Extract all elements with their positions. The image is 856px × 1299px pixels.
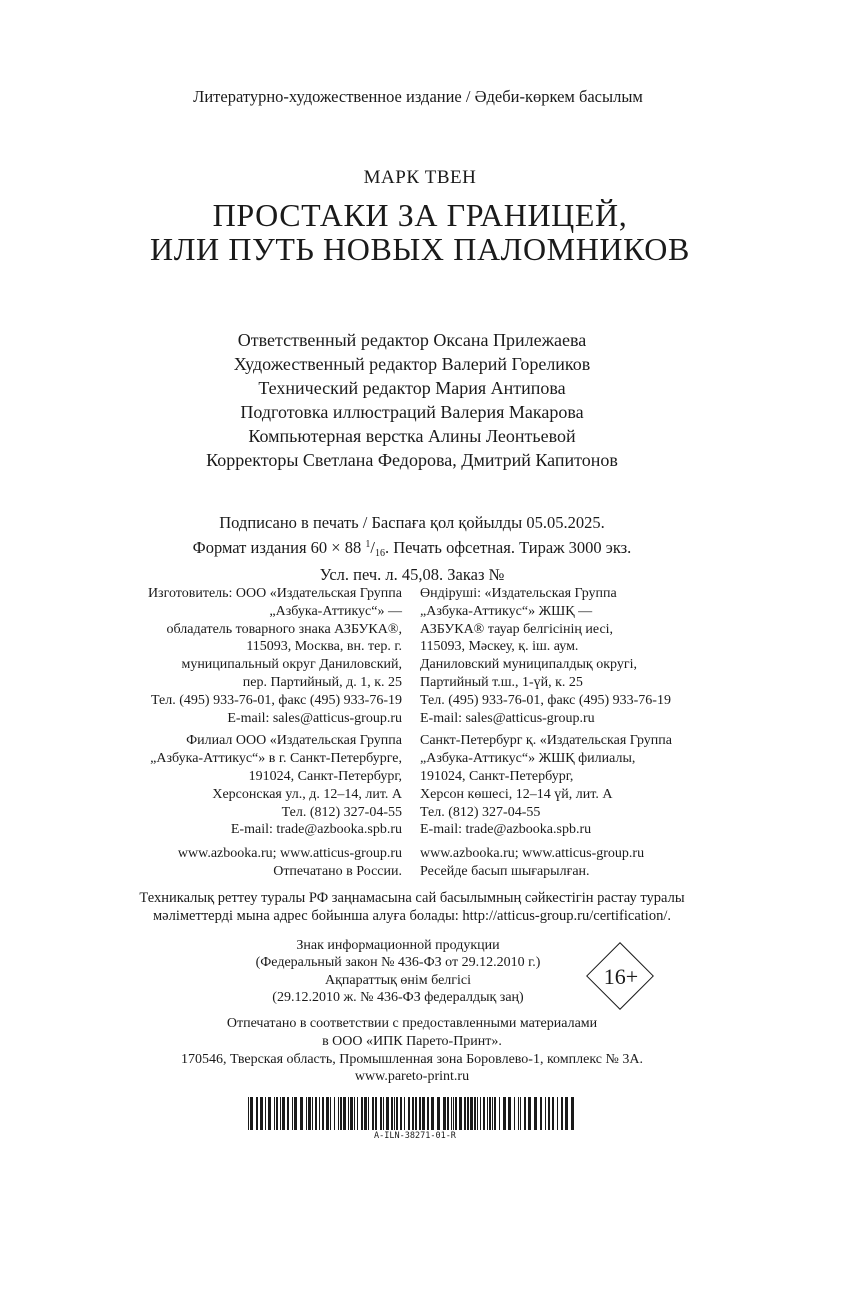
credit-line: Технический редактор Мария Антипова [258,378,566,398]
credit-line: Художественный редактор Валерий Гореликов [233,354,591,374]
barcode-bar [322,1097,324,1130]
info-sign-line: (Федеральный закон № 436-ФЗ от 29.12.2010 г.) [255,955,541,971]
barcode-bar [545,1097,546,1130]
info-sign-line: Знак информационной продукции [296,938,500,953]
barcode-bar [548,1097,550,1130]
web-ru [102,845,402,881]
barcode-bar [412,1097,414,1130]
info-line: „Азбука-Аттикус“» в г. Санкт-Петербурге, [150,751,402,767]
credit-line: Ответственный редактор Оксана Прилежаева [237,330,587,350]
info-line: „Азбука-Аттикус“» ЖШҚ — [420,603,593,619]
info-line: Изготовитель: ООО «Издательская Группа [147,586,402,601]
barcode-bar [391,1097,393,1130]
credit-line: Компьютерная верстка Алины Леонтьевой [248,426,576,446]
barcode-bar [459,1097,462,1130]
barcode-bar [422,1097,425,1130]
manufacturer-ru [102,585,402,727]
barcode-bar [455,1097,457,1130]
barcode-bar [248,1097,249,1130]
info-line: E-mail: sales@atticus-group.ru [420,710,595,726]
credit-line: Корректоры Светлана Федорова, Дмитрий Капитонов [206,450,618,470]
barcode-bar [534,1097,537,1130]
format-prefix: Формат издания 60 × 88 [192,537,366,557]
info-line: Даниловский муниципалдық округі, [420,657,637,673]
barcode-bar [292,1097,293,1130]
barcode-bar [340,1097,342,1130]
info-line: Отпечатано в России. [273,863,402,879]
web-kz [420,845,740,881]
barcode-bar [364,1097,367,1130]
barcode-bar [326,1097,329,1130]
author-name: МАРК ТВЕН [363,167,477,188]
cert-line: мәліметтерді мына адрес бойынша алуға болады: http://atticus-group.ru/certification/. [153,907,671,924]
credit-line: Подготовка иллюстраций Валерия Макарова [240,402,584,422]
title-line: ИЛИ ПУТЬ НОВЫХ ПАЛОМНИКОВ [150,231,690,267]
barcode-bar [354,1097,355,1130]
info-line: обладатель товарного знака АЗБУКА®, [166,621,402,637]
barcode-bar [477,1097,478,1130]
barcode-bar [404,1097,405,1130]
barcode-bar [280,1097,281,1130]
barcode-bar [274,1097,275,1130]
info-line: Херсонская ул., д. 12–14, лит. А [212,786,402,802]
info-line: пер. Партийный, д. 1, к. 25 [242,674,402,690]
info-line: 191024, Санкт-Петербург, [420,768,574,784]
info-line: E-mail: sales@atticus-group.ru [227,710,402,726]
barcode-bar [343,1097,346,1130]
publisher-info-kz [420,585,740,881]
barcode-bar [474,1097,476,1130]
barcode-bar [330,1097,331,1130]
format-denominator: 16 [374,547,385,559]
barcode-bar [361,1097,363,1130]
barcode-bar [552,1097,554,1130]
barcode-bar [282,1097,285,1130]
printed-line: www.pareto-print.ru [354,1069,470,1085]
info-line: Партийный т.ш., 1-үй, к. 25 [420,674,583,690]
barcode-bar [357,1097,358,1130]
book-title [0,198,848,266]
info-line: Херсон көшесі, 12–14 үй, лит. А [420,786,613,802]
barcode-bar [520,1097,521,1130]
print-info [0,512,840,586]
order-line: Усл. печ. л. 45,08. Заказ № [319,565,505,584]
info-line: 191024, Санкт-Петербург, [248,768,402,784]
barcode-bar [350,1097,353,1130]
barcode-bar [514,1097,515,1130]
barcode-bar [419,1097,421,1130]
info-product-sign [0,937,826,1006]
barcode-bar [287,1097,289,1130]
barcode-bar [437,1097,440,1130]
barcode-bar [565,1097,568,1130]
info-line: „Азбука-Аттикус“» ЖШҚ филиалы, [420,751,636,767]
barcode-bar [483,1097,485,1130]
info-sign-line: (29.12.2010 ж. № 436-ФЗ федералдық заң) [272,989,524,1005]
barcode-bar [338,1097,339,1130]
barcode-bar [386,1097,389,1130]
barcode-bar [306,1097,307,1130]
barcode-bar [451,1097,452,1130]
info-line: www.azbooka.ru; www.atticus-group.ru [177,846,402,862]
barcode-bar [443,1097,446,1130]
barcode-bar [524,1097,526,1130]
barcode-bar [268,1097,271,1130]
cert-line: Техникалық реттеу туралы РФ заңнамасына сай басылымның сәйкестігін растау туралы [139,890,685,906]
barcode-bar [383,1097,384,1130]
barcode-bar [508,1097,511,1130]
info-line: Өндіруші: «Издательская Группа [420,586,617,601]
credits [0,328,840,472]
info-line: Тел. (812) 327-04-55 [420,804,541,820]
signed-to-print: Подписано в печать / Баспаға қол қойылды 05.05.2025. [219,513,605,532]
info-line: Тел. (812) 327-04-55 [281,804,402,820]
barcode-bar [265,1097,266,1130]
info-line: E-mail: trade@azbooka.spb.ru [230,822,402,838]
age-rating-badge [587,943,655,1011]
barcode-text: A-ILN-38271-01-R [374,1131,456,1141]
certification-note [0,890,840,926]
barcode-bar [319,1097,320,1130]
barcode-bar [315,1097,317,1130]
info-sign-line: Ақпараттық өнім белгісі [324,972,472,988]
format-suffix: . Печать офсетная. Тираж 3000 экз. [384,537,632,557]
barcode-bar [470,1097,473,1130]
barcode-bar [467,1097,469,1130]
info-line: Ресейде басып шығарылған. [420,863,590,879]
barcode-bar [400,1097,402,1130]
barcode-bar [308,1097,311,1130]
barcode-bar [294,1097,297,1130]
barcode-bar [431,1097,434,1130]
barcode-bar [427,1097,429,1130]
publisher-info-ru [102,585,402,881]
barcode-bar [250,1097,253,1130]
barcode-bar [528,1097,531,1130]
printed-line: в ООО «ИПК Парето-Принт». [322,1033,502,1049]
barcode-bar [489,1097,491,1130]
barcode-bar [557,1097,558,1130]
barcode-bar [447,1097,449,1130]
barcode-icon [248,1097,574,1130]
barcode-bar [276,1097,278,1130]
barcode-bar [394,1097,395,1130]
barcode-bar [368,1097,369,1130]
barcode-bar [480,1097,481,1130]
info-line: 115093, Мәскеу, қ. іш. аум. [420,639,579,655]
barcode-bar [571,1097,574,1130]
branch-ru [102,732,402,839]
barcode-bar [464,1097,466,1130]
printed-line: 170546, Тверская область, Промышленная зона Боровлево-1, комплекс № 3А. [181,1051,643,1067]
barcode-bar [518,1097,519,1130]
barcode-bar [408,1097,410,1130]
barcode-bar [503,1097,506,1130]
format-line: Формат издания 60 × 88 $^1/_{16}$. Печать офсетная. Тираж 3000 экз. [192,537,632,559]
info-line: АЗБУКА® тауар белгісінің иесі, [420,621,614,637]
barcode-bar [372,1097,374,1130]
age-rating-label: 16+ [603,964,639,989]
branch-kz [420,732,740,839]
info-line: E-mail: trade@azbooka.spb.ru [420,822,592,838]
info-line: 115093, Москва, вн. тер. г. [246,639,402,655]
barcode-bar [487,1097,488,1130]
info-line: муниципальный округ Даниловский, [181,657,402,673]
barcode-bar [256,1097,258,1130]
info-line: Тел. (495) 933-76-01, факс (495) 933-76-19 [151,692,402,708]
manufacturer-kz [420,585,740,727]
info-line: Тел. (495) 933-76-01, факс (495) 933-76-19 [420,692,671,708]
barcode-bar [540,1097,542,1130]
barcode-bar [494,1097,496,1130]
barcode-bar [312,1097,313,1130]
info-line: www.azbooka.ru; www.atticus-group.ru [420,846,645,862]
barcode-bar [300,1097,303,1130]
barcode-bar [499,1097,500,1130]
barcode-bar [260,1097,263,1130]
info-line: Санкт-Петербург қ. «Издательская Группа [420,733,672,749]
printed-by [0,1015,840,1086]
barcode-bar [396,1097,398,1130]
barcode-bar [415,1097,417,1130]
barcode-bar [375,1097,377,1130]
format-numerator: 1 [365,538,371,550]
info-line: „Азбука-Аттикус“» — [269,603,402,619]
info-line: Филиал ООО «Издательская Группа [186,733,402,749]
barcode-bar [348,1097,349,1130]
barcode-bar [561,1097,563,1130]
series-note: Литературно-художественное издание / Әдеби-көркем басылым [193,87,643,106]
title-line: ПРОСТАКИ ЗА ГРАНИЦЕЙ, [212,197,628,233]
barcode-bar [380,1097,382,1130]
barcode-bar [453,1097,454,1130]
barcode-bar [492,1097,493,1130]
printed-line: Отпечатано в соответствии с предоставленными материалами [226,1016,598,1031]
barcode-bar [334,1097,335,1130]
